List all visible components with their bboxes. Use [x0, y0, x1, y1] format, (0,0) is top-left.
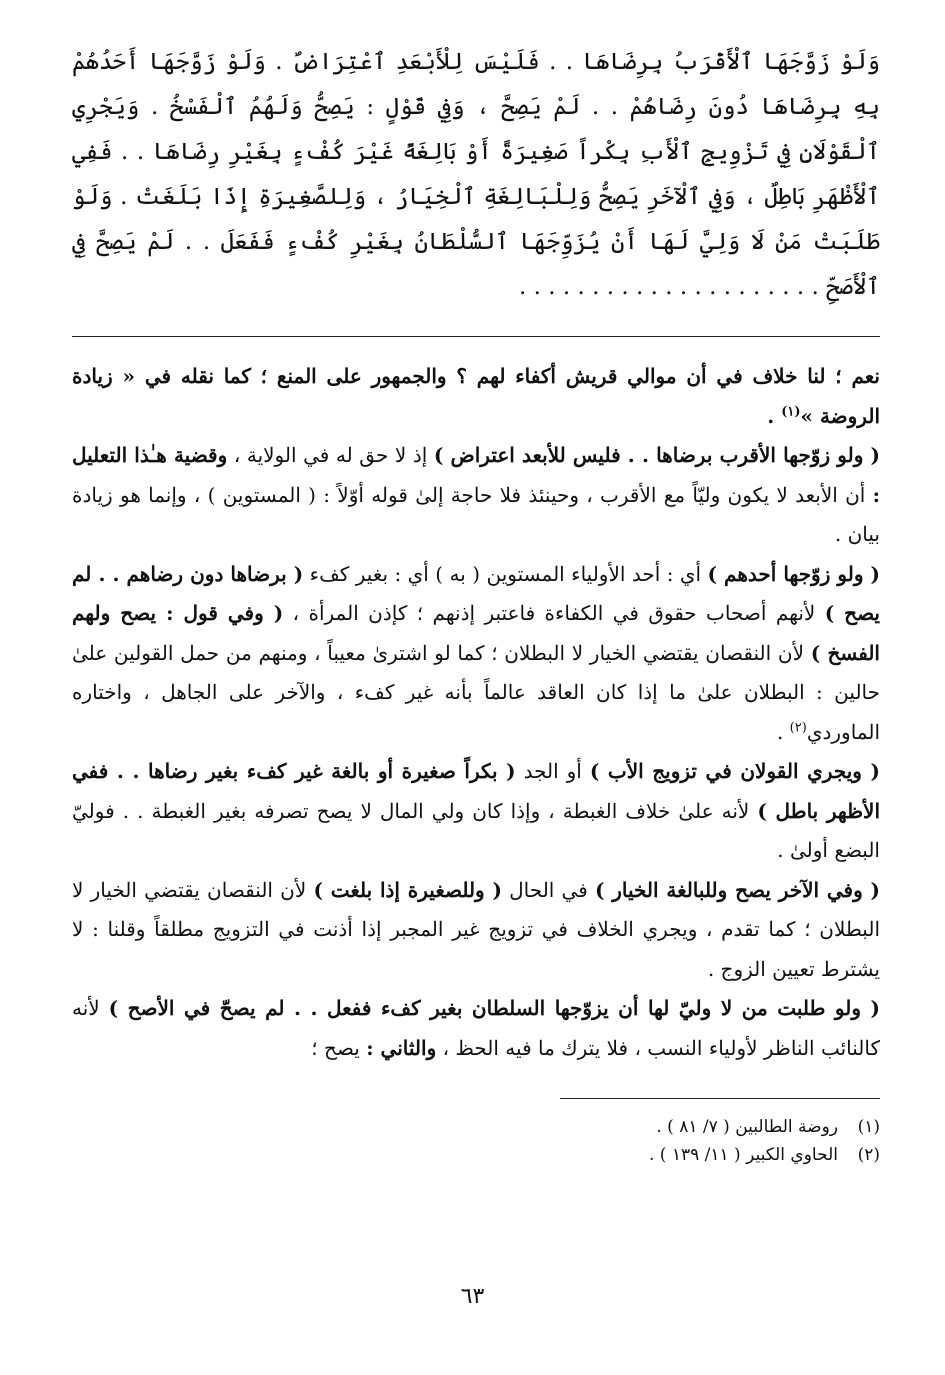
- footnote-text: روضة الطالبين ( ٧/ ٨١ ) .: [656, 1117, 838, 1137]
- quoted-matn: ( وفي قول : يصح ولهم الفسخ ): [72, 601, 880, 665]
- section-divider: [72, 336, 880, 337]
- quoted-matn: ( ولو طلبت من لا وليّ لها أن يزوّجها السلطان بغير كفء ففعل . . لم يصحّ في الأصح ): [108, 996, 881, 1020]
- footnote-text: الحاوي الكبير ( ١١/ ١٣٩ ) .: [648, 1145, 838, 1165]
- quoted-matn: ( برضاها دون رضاهم . . لم يصح ): [72, 561, 880, 625]
- commentary-section: [72, 357, 880, 1068]
- matn-text: [72, 40, 880, 310]
- footnote-ref-1: (١): [781, 403, 801, 419]
- commentary-text: .: [776, 719, 790, 744]
- footnote-number: (٢): [857, 1145, 880, 1165]
- commentary-text: في الحال: [501, 877, 595, 902]
- footnote-divider: [560, 1098, 880, 1099]
- commentary-paragraph-2: [72, 436, 880, 555]
- matn-dots: . . . . . . . . . . . . . . . . . . . .: [519, 274, 805, 300]
- commentary-paragraph-1: [72, 357, 880, 436]
- quoted-matn: ( ويجري القولان في تزويج الأب ): [589, 759, 880, 783]
- quoted-matn: ( ولو زوّجها الأقرب برضاها . . فليس للأبعد اعتراض ): [433, 443, 881, 467]
- commentary-paragraph-3: [72, 555, 880, 753]
- quoted-matn: ( وللصغيرة إذا بلغت ): [313, 877, 502, 902]
- commentary-text: لأن النقصان يقتضي الخيار لا البطلان ؛ كما لو اشترىٰ معيباً ، ومنهم من حمل القولين علىٰ حالين : البطلان علىٰ ما إذا كان العاقد عالماً بأنه غير كفء ، والآخر على الجاهل ، واختاره الماوردي: [72, 640, 880, 744]
- commentary-text: أن الأبعد لا يكون وليّاً مع الأقرب ، وحينئذ فلا حاجة إلىٰ قوله أوّلاً : ( المستوين ) ، وإنما هو زيادة بيان .: [72, 482, 880, 546]
- footnote-1: [72, 1113, 880, 1141]
- footnote-number: (١): [857, 1117, 880, 1137]
- page-number: ٦٣: [460, 1284, 485, 1309]
- page-body: [72, 40, 880, 1169]
- commentary-text: يصح ؛: [311, 1035, 367, 1060]
- quoted-matn: ( وفي الآخر يصح وللبالغة الخيار ): [594, 877, 881, 902]
- commentary-paragraph-5: [72, 871, 880, 990]
- footnotes: [72, 1113, 880, 1169]
- quoted-matn: ( ولو زوّجها أحدهم ): [707, 561, 881, 586]
- matn-section: [72, 40, 880, 310]
- commentary-text: .: [767, 403, 782, 428]
- commentary-text: لأنه علىٰ خلاف الغبطة ، وإذا كان ولي المال لا يصح تصرفه بغير الغبطة . . فوليّ البضع أولىٰ .: [72, 798, 880, 862]
- quoted-matn: ( بكراً صغيرة أو بالغة غير كفء بغير رضاها . . ففي الأظهر باطل ): [72, 759, 881, 823]
- commentary-text: لأنه كالنائب الناظر لأولياء النسب ، فلا يترك ما فيه الحظ ،: [72, 996, 880, 1060]
- commentary-text: لأن النقصان يقتضي الخيار لا البطلان ؛ كما تقدم ، ويجري الخلاف في تزويج غير المجبر إذا أذنت في التزويج مطلقاً وقلنا : لا يشترط تعيين الزوج .: [72, 877, 880, 981]
- commentary-text: إذ لا حق له في الولاية ،: [227, 443, 434, 467]
- commentary-text: أي : أحد الأولياء المستوين ( به ) أي : بغير كفء: [303, 561, 708, 586]
- matn-body: وَلَوْ زَوَّجَهَا ٱلْأَقْرَبُ بِرِضَاهَا . . فَلَيْسَ لِلْأَبْعَدِ ٱعْتِرَاضٌ . وَلَوْ زَوَّجَهَا أَحَدُهُمْ بِهِ بِرِضَاهَا دُونَ رِضَاهُمْ . . لَمْ يَصِحَّ ، وَفِي قَوْلٍ : يَصِحُّ وَلَهُمُ ٱلْفَسْخُ . وَيَجْرِي ٱلْقَوْلَانِ فِي تَزْوِيجِ ٱلْأَبِ بِكْراً صَغِيرَةً أَوْ بَالِغَةً غَيْرَ كُفْءٍ بِغَيْرِ رِضَاهَا . . فَفِي ٱلْأَظْهَرِ بَاطِلٌ ، وَفِي ٱلْآخَرِ يَصِحُّ وَلِلْبَالِغَةِ ٱلْخِيَارُ ، وَلِلصَّغِيرَةِ إِذَا بَلَغَتْ . وَلَوْ طَلَبَتْ مَنْ لَا وَلِيَّ لَهَا أَنْ يُزَوِّجَهَا ٱلسُّلْطَانُ بِغَيْرِ كُفْءٍ فَفَعَلَ . . لَمْ يَصِحَّ فِي ٱلْأَصَحِّ .: [72, 49, 880, 300]
- quoted-term: والثاني :: [366, 1035, 437, 1060]
- quoted-term: وقضية هـٰذا التعليل :: [72, 443, 880, 507]
- footnote-ref-2: (٢): [789, 719, 807, 735]
- commentary-text: نعم ؛ لنا خلاف في أن موالي قريش أكفاء لهم ؟ والجمهور على المنع ؛ كما نقله في « زيادة الروضة »: [72, 364, 880, 428]
- commentary-paragraph-4: [72, 752, 880, 871]
- commentary-text: أو الجد: [515, 759, 590, 783]
- commentary-text: لأنهم أصحاب حقوق في الكفاءة فاعتبر إذنهم ؛ كإذن المرأة ،: [283, 601, 825, 625]
- commentary-paragraph-6: [72, 989, 880, 1068]
- footnote-2: [72, 1141, 880, 1169]
